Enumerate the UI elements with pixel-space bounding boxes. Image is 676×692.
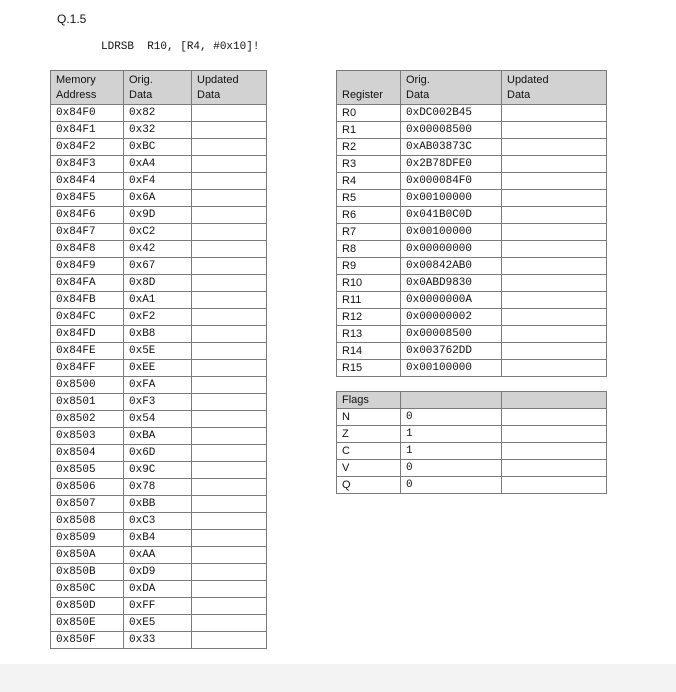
memory-row-updated-cell	[192, 462, 267, 479]
memory-row-updated-cell	[192, 496, 267, 513]
memory-row-orig-cell: 0xDA	[124, 581, 192, 598]
memory-row-address-cell: 0x850A	[51, 547, 124, 564]
memory-row-orig-cell: 0x8D	[124, 275, 192, 292]
memory-row-updated-cell	[192, 428, 267, 445]
memory-row-updated-cell	[192, 360, 267, 377]
memory-row	[51, 445, 267, 462]
memory-row-orig-cell: 0x54	[124, 411, 192, 428]
register-row-orig-cell: 0xAB03873C	[401, 139, 502, 156]
instruction-code: LDRSB R10, [R4, #0x10]!	[101, 41, 260, 53]
memory-row-updated-cell	[192, 513, 267, 530]
register-row	[337, 224, 607, 241]
memory-row-orig-cell: 0xFA	[124, 377, 192, 394]
memory-row	[51, 632, 267, 649]
memory-row-address-cell: 0x84FE	[51, 343, 124, 360]
register-row-register-cell: R13	[337, 326, 401, 343]
memory-row-updated-cell	[192, 581, 267, 598]
header-line: Updated	[507, 74, 549, 86]
memory-row-orig-cell: 0x67	[124, 258, 192, 275]
register-row-updated-cell	[502, 360, 607, 377]
memory-row	[51, 258, 267, 275]
header-line: Address	[56, 89, 97, 101]
flag-row-orig-cell: 1	[401, 443, 502, 460]
memory-row	[51, 326, 267, 343]
flags-table-header	[337, 392, 607, 409]
memory-row-orig-cell: 0xB4	[124, 530, 192, 547]
flag-row	[337, 443, 607, 460]
memory-row	[51, 496, 267, 513]
memory-row-orig-cell: 0xA4	[124, 156, 192, 173]
memory-row	[51, 462, 267, 479]
register-row-register-cell: R11	[337, 292, 401, 309]
memory-row-address-cell: 0x84FF	[51, 360, 124, 377]
memory-row-orig-cell: 0x6A	[124, 190, 192, 207]
memory-row-address-cell: 0x84F8	[51, 241, 124, 258]
memory-row	[51, 615, 267, 632]
register-orig-header	[401, 71, 502, 105]
memory-row-updated-cell	[192, 122, 267, 139]
memory-row-address-cell: 0x850E	[51, 615, 124, 632]
register-row	[337, 139, 607, 156]
memory-row-updated-cell	[192, 173, 267, 190]
register-row	[337, 122, 607, 139]
register-table	[336, 70, 607, 377]
register-row-register-cell: R12	[337, 309, 401, 326]
memory-row-address-cell: 0x850D	[51, 598, 124, 615]
memory-row-orig-cell: 0xF4	[124, 173, 192, 190]
register-row-register-cell: R10	[337, 275, 401, 292]
register-row-register-cell: R6	[337, 207, 401, 224]
flag-row-updated-cell	[502, 460, 607, 477]
register-row-updated-cell	[502, 343, 607, 360]
memory-row	[51, 309, 267, 326]
register-row-register-cell: R0	[337, 105, 401, 122]
memory-row-updated-cell	[192, 241, 267, 258]
memory-row-orig-cell: 0xFF	[124, 598, 192, 615]
memory-row-address-cell: 0x84F7	[51, 224, 124, 241]
flag-row-flag-cell: C	[337, 443, 401, 460]
flag-row	[337, 460, 607, 477]
memory-row-updated-cell	[192, 207, 267, 224]
memory-row-updated-cell	[192, 258, 267, 275]
register-row-orig-cell: 0x00008500	[401, 122, 502, 139]
memory-row	[51, 105, 267, 122]
memory-row-address-cell: 0x8501	[51, 394, 124, 411]
flag-row-flag-cell: N	[337, 409, 401, 426]
register-row-register-cell: R14	[337, 343, 401, 360]
memory-row	[51, 598, 267, 615]
memory-row-orig-cell: 0xE5	[124, 615, 192, 632]
memory-row	[51, 428, 267, 445]
register-row	[337, 343, 607, 360]
memory-row-address-cell: 0x84F2	[51, 139, 124, 156]
register-row	[337, 360, 607, 377]
memory-row-updated-cell	[192, 564, 267, 581]
memory-row	[51, 547, 267, 564]
memory-row-orig-cell: 0xC3	[124, 513, 192, 530]
register-row-updated-cell	[502, 275, 607, 292]
register-row-updated-cell	[502, 309, 607, 326]
memory-row-orig-cell: 0x9D	[124, 207, 192, 224]
register-row-orig-cell: 0x0ABD9830	[401, 275, 502, 292]
memory-row	[51, 139, 267, 156]
flag-row-orig-cell: 0	[401, 409, 502, 426]
header-line: Data	[406, 89, 430, 101]
memory-row-orig-cell: 0xF2	[124, 309, 192, 326]
memory-row	[51, 156, 267, 173]
memory-row-address-cell: 0x850B	[51, 564, 124, 581]
register-row-orig-cell: 0x2B78DFE0	[401, 156, 502, 173]
memory-table	[50, 70, 267, 649]
register-row-orig-cell: 0x00000002	[401, 309, 502, 326]
register-row	[337, 326, 607, 343]
memory-row-orig-cell: 0x82	[124, 105, 192, 122]
memory-row-address-cell: 0x84F4	[51, 173, 124, 190]
header-line: Updated	[197, 74, 239, 86]
flag-row-orig-cell: 1	[401, 426, 502, 443]
register-row-orig-cell: 0x00100000	[401, 224, 502, 241]
flag-row-orig-cell: 0	[401, 477, 502, 494]
memory-row	[51, 394, 267, 411]
memory-row-updated-cell	[192, 343, 267, 360]
register-row-orig-cell: 0x00842AB0	[401, 258, 502, 275]
flag-row-updated-cell	[502, 443, 607, 460]
memory-row-updated-cell	[192, 224, 267, 241]
memory-row-orig-cell: 0x6D	[124, 445, 192, 462]
memory-row-orig-cell: 0x78	[124, 479, 192, 496]
flags-orig-header	[401, 392, 502, 409]
register-row	[337, 190, 607, 207]
memory-row-updated-cell	[192, 156, 267, 173]
memory-row-orig-cell: 0xD9	[124, 564, 192, 581]
memory-row	[51, 241, 267, 258]
memory-row-updated-cell	[192, 598, 267, 615]
memory-row-address-cell: 0x84F9	[51, 258, 124, 275]
register-row-register-cell: R8	[337, 241, 401, 258]
memory-row-orig-cell: 0xBA	[124, 428, 192, 445]
register-row-orig-cell: 0x0000000A	[401, 292, 502, 309]
register-table-header	[337, 71, 607, 105]
flag-row-updated-cell	[502, 477, 607, 494]
memory-row	[51, 173, 267, 190]
memory-row-address-cell: 0x84F5	[51, 190, 124, 207]
flag-row	[337, 477, 607, 494]
register-row-orig-cell: 0x003762DD	[401, 343, 502, 360]
register-row-orig-cell: 0x041B0C0D	[401, 207, 502, 224]
memory-row-orig-cell: 0x32	[124, 122, 192, 139]
register-row	[337, 105, 607, 122]
memory-row-updated-cell	[192, 445, 267, 462]
memory-row-address-cell: 0x84FD	[51, 326, 124, 343]
header-line: Data	[507, 89, 531, 101]
flag-row	[337, 409, 607, 426]
memory-row-orig-cell: 0xF3	[124, 394, 192, 411]
register-row-updated-cell	[502, 224, 607, 241]
memory-row	[51, 530, 267, 547]
memory-row	[51, 411, 267, 428]
register-row-orig-cell: 0x00008500	[401, 326, 502, 343]
register-row-updated-cell	[502, 105, 607, 122]
memory-row-orig-cell: 0x9C	[124, 462, 192, 479]
register-row-updated-cell	[502, 190, 607, 207]
register-row-updated-cell	[502, 241, 607, 258]
register-row	[337, 309, 607, 326]
memory-row-orig-cell: 0xBC	[124, 139, 192, 156]
register-row	[337, 207, 607, 224]
register-row-register-cell: R9	[337, 258, 401, 275]
memory-row-updated-cell	[192, 479, 267, 496]
register-row-orig-cell: 0x00100000	[401, 360, 502, 377]
memory-row-updated-cell	[192, 411, 267, 428]
register-row-orig-cell: 0xDC002B45	[401, 105, 502, 122]
memory-row-orig-cell: 0xA1	[124, 292, 192, 309]
header-line: Orig.	[406, 74, 430, 86]
register-row-updated-cell	[502, 122, 607, 139]
register-row-register-cell: R15	[337, 360, 401, 377]
register-row-updated-cell	[502, 258, 607, 275]
register-row	[337, 275, 607, 292]
memory-row-address-cell: 0x84FC	[51, 309, 124, 326]
register-row-updated-cell	[502, 292, 607, 309]
register-row	[337, 258, 607, 275]
header-line: Data	[197, 89, 221, 101]
register-row-register-cell: R3	[337, 156, 401, 173]
memory-table-header	[51, 71, 267, 105]
memory-row-updated-cell	[192, 377, 267, 394]
flags-table	[336, 391, 607, 494]
flag-row-flag-cell: Q	[337, 477, 401, 494]
memory-row	[51, 207, 267, 224]
memory-row-updated-cell	[192, 139, 267, 156]
memory-row	[51, 564, 267, 581]
memory-row-address-cell: 0x850F	[51, 632, 124, 649]
question-label: Q.1.5	[57, 12, 87, 26]
register-header: Register	[337, 71, 401, 105]
memory-row-address-cell: 0x8508	[51, 513, 124, 530]
memory-row-orig-cell: 0x42	[124, 241, 192, 258]
memory-row-address-cell: 0x84F0	[51, 105, 124, 122]
register-row-orig-cell: 0x000084F0	[401, 173, 502, 190]
register-row-register-cell: R7	[337, 224, 401, 241]
memory-row-orig-cell: 0xEE	[124, 360, 192, 377]
memory-row-address-cell: 0x850C	[51, 581, 124, 598]
memory-row-address-cell: 0x84FB	[51, 292, 124, 309]
memory-row-address-cell: 0x84F1	[51, 122, 124, 139]
memory-row-address-cell: 0x8504	[51, 445, 124, 462]
memory-row-orig-cell: 0x33	[124, 632, 192, 649]
memory-row-updated-cell	[192, 190, 267, 207]
memory-row	[51, 122, 267, 139]
memory-row-updated-cell	[192, 275, 267, 292]
memory-row-orig-cell: 0xBB	[124, 496, 192, 513]
flag-row-flag-cell: V	[337, 460, 401, 477]
memory-updated-header	[192, 71, 267, 105]
memory-row-address-cell: 0x84F6	[51, 207, 124, 224]
flag-row-updated-cell	[502, 426, 607, 443]
flag-row-orig-cell: 0	[401, 460, 502, 477]
memory-row-address-cell: 0x8500	[51, 377, 124, 394]
header-line: Data	[129, 89, 153, 101]
memory-row-updated-cell	[192, 309, 267, 326]
memory-row	[51, 360, 267, 377]
register-row-updated-cell	[502, 207, 607, 224]
memory-row-address-cell: 0x8502	[51, 411, 124, 428]
page-bottom-bar	[0, 664, 676, 692]
memory-row-orig-cell: 0xC2	[124, 224, 192, 241]
register-row	[337, 173, 607, 190]
register-row-orig-cell: 0x00000000	[401, 241, 502, 258]
flag-row-updated-cell	[502, 409, 607, 426]
memory-row-updated-cell	[192, 547, 267, 564]
register-row-register-cell: R1	[337, 122, 401, 139]
register-row	[337, 292, 607, 309]
memory-row	[51, 581, 267, 598]
memory-row-address-cell: 0x8509	[51, 530, 124, 547]
register-row-orig-cell: 0x00100000	[401, 190, 502, 207]
memory-row-address-cell: 0x8507	[51, 496, 124, 513]
header-line: Orig.	[129, 74, 153, 86]
flags-header: Flags	[337, 392, 401, 409]
flag-row-flag-cell: Z	[337, 426, 401, 443]
register-row	[337, 241, 607, 258]
memory-row	[51, 292, 267, 309]
memory-row-orig-cell: 0xAA	[124, 547, 192, 564]
memory-row-orig-cell: 0xB8	[124, 326, 192, 343]
register-updated-header	[502, 71, 607, 105]
memory-row	[51, 343, 267, 360]
register-row-updated-cell	[502, 173, 607, 190]
memory-row	[51, 377, 267, 394]
memory-row-orig-cell: 0x5E	[124, 343, 192, 360]
memory-row	[51, 479, 267, 496]
memory-row-updated-cell	[192, 615, 267, 632]
memory-row-address-cell: 0x8506	[51, 479, 124, 496]
memory-row-updated-cell	[192, 632, 267, 649]
memory-address-header	[51, 71, 124, 105]
register-row	[337, 156, 607, 173]
memory-row	[51, 224, 267, 241]
register-row-updated-cell	[502, 139, 607, 156]
memory-row-updated-cell	[192, 105, 267, 122]
register-row-register-cell: R5	[337, 190, 401, 207]
memory-row-address-cell: 0x8505	[51, 462, 124, 479]
header-line: Memory	[56, 74, 96, 86]
memory-row-address-cell: 0x8503	[51, 428, 124, 445]
memory-row	[51, 275, 267, 292]
memory-row	[51, 190, 267, 207]
flags-updated-header	[502, 392, 607, 409]
flag-row	[337, 426, 607, 443]
memory-row-updated-cell	[192, 326, 267, 343]
memory-row-updated-cell	[192, 530, 267, 547]
memory-row-updated-cell	[192, 292, 267, 309]
memory-row-address-cell: 0x84F3	[51, 156, 124, 173]
register-row-register-cell: R4	[337, 173, 401, 190]
register-row-register-cell: R2	[337, 139, 401, 156]
register-row-updated-cell	[502, 326, 607, 343]
memory-row-address-cell: 0x84FA	[51, 275, 124, 292]
register-row-updated-cell	[502, 156, 607, 173]
memory-row-updated-cell	[192, 394, 267, 411]
memory-row	[51, 513, 267, 530]
memory-orig-header	[124, 71, 192, 105]
